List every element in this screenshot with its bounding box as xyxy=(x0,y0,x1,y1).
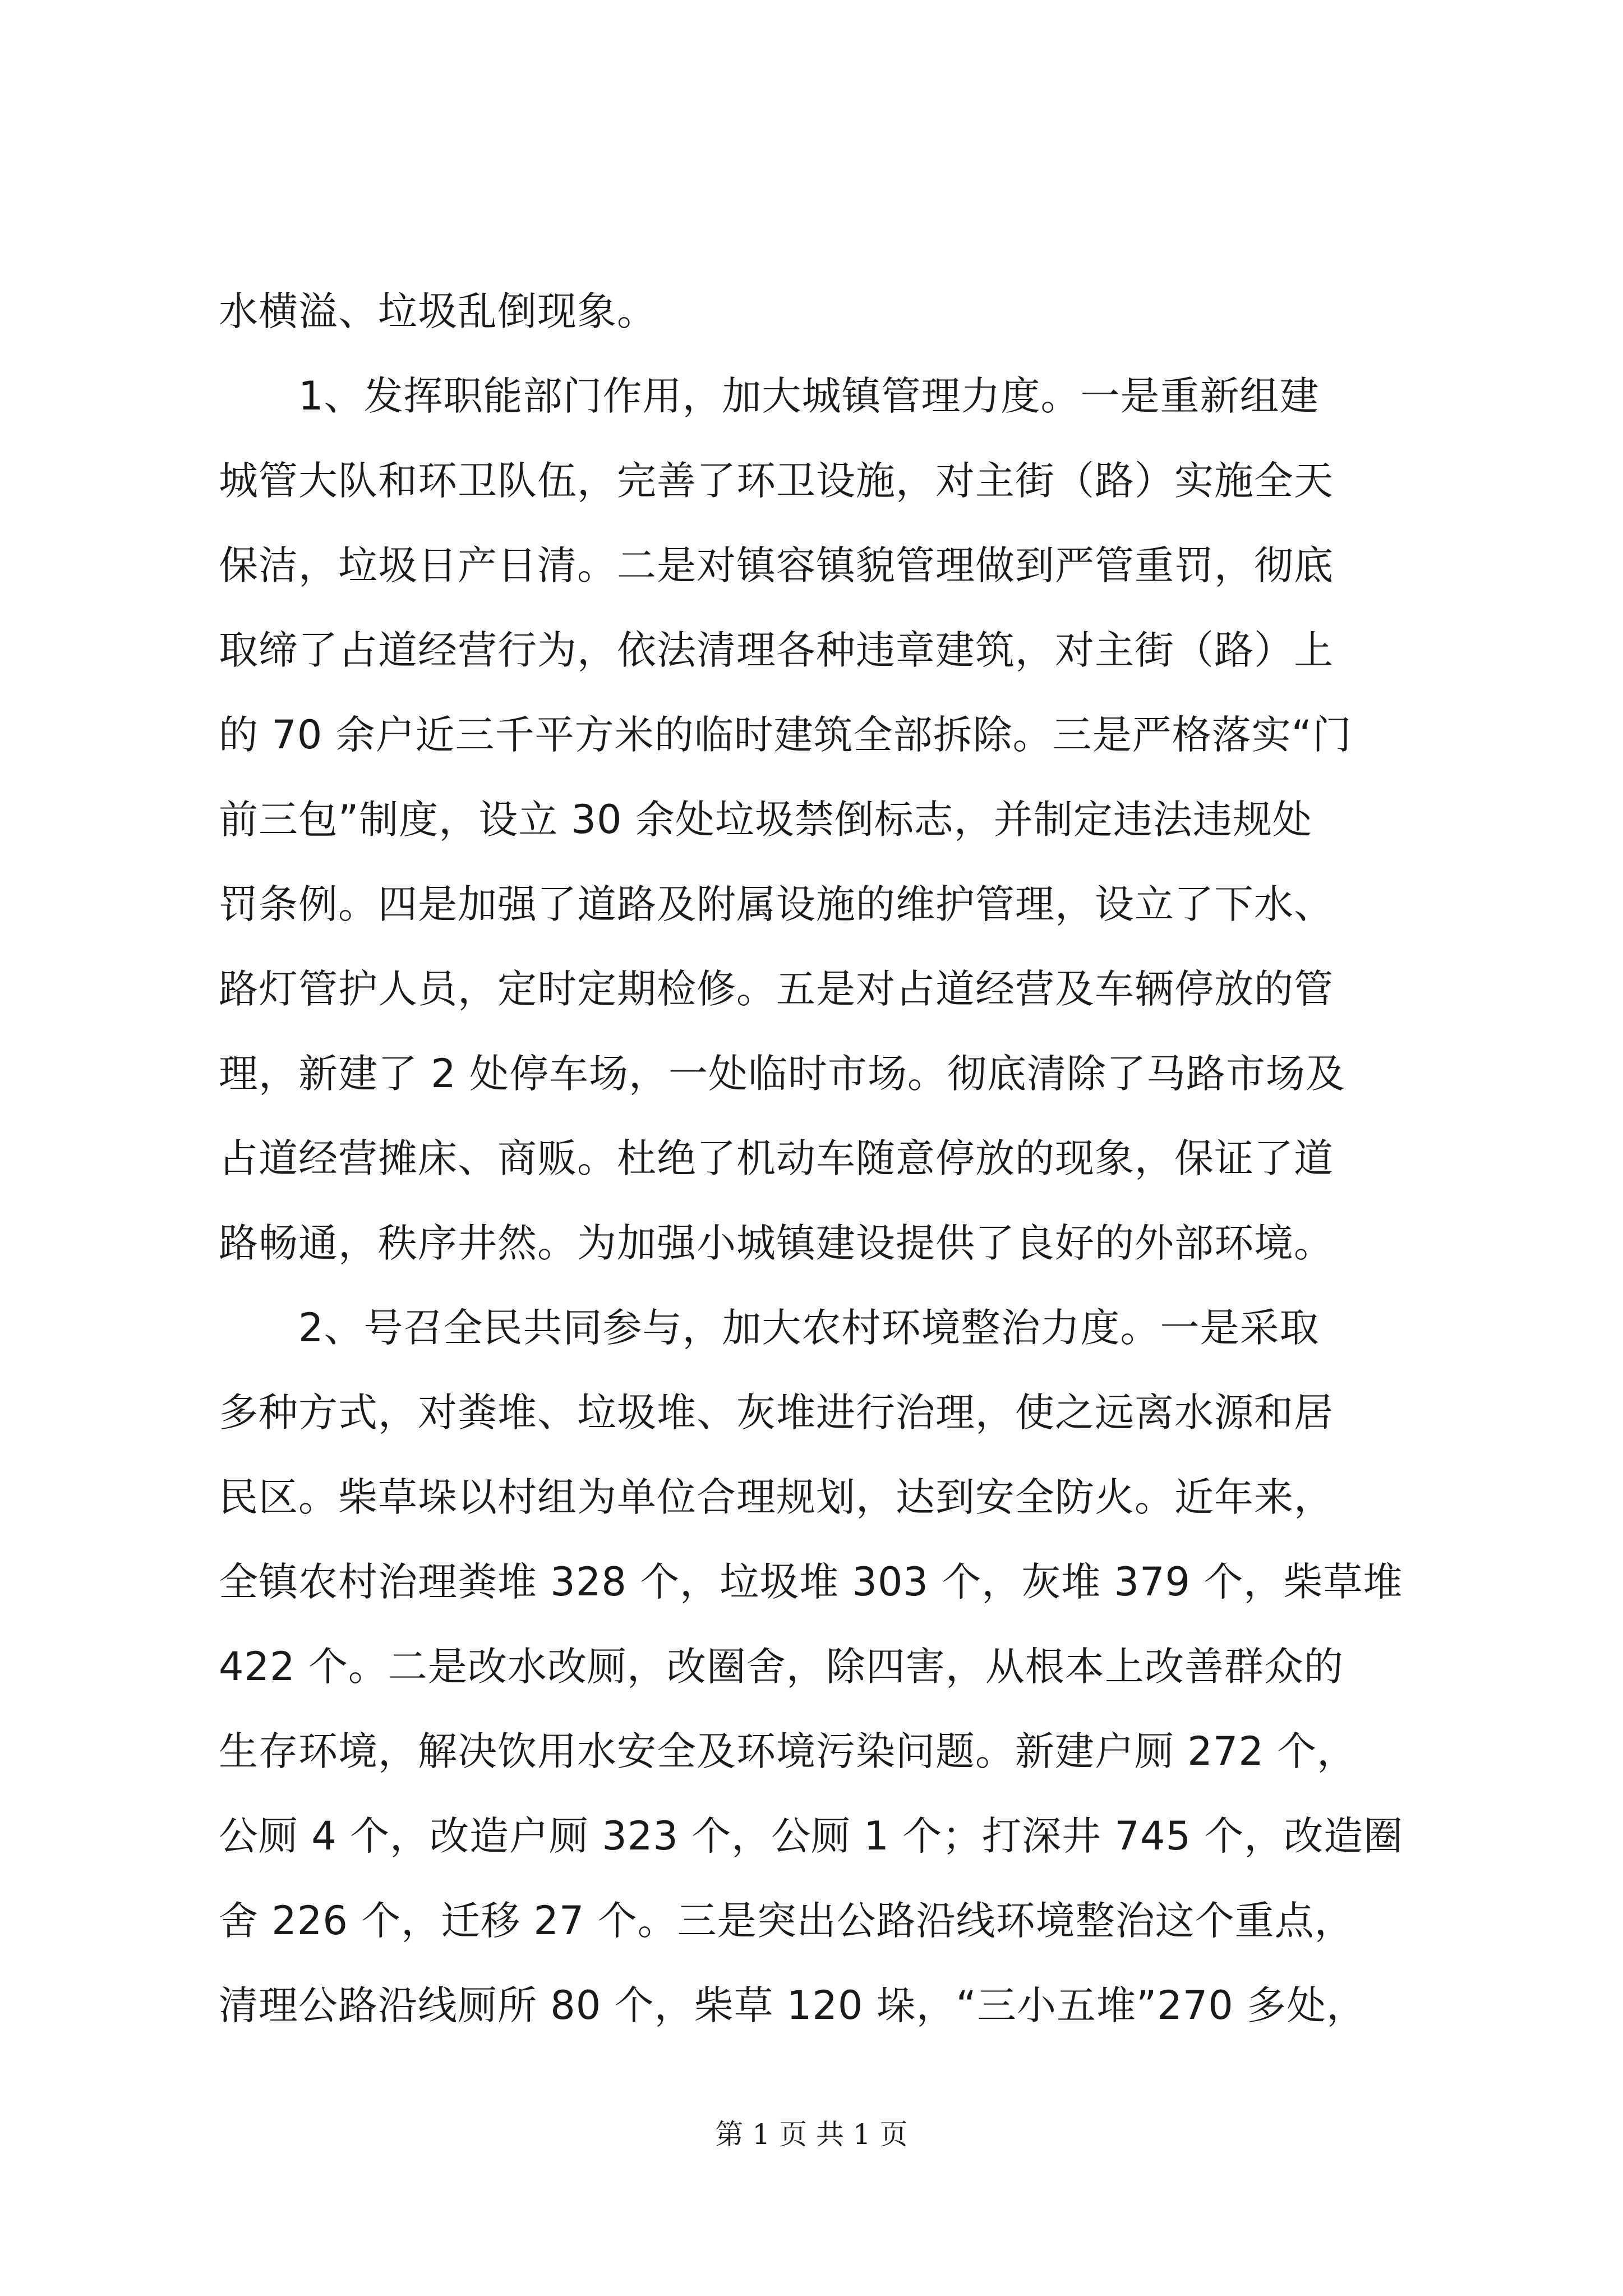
text-line: 民区。柴草垛以村组为单位合理规划，达到安全防火。近年来， xyxy=(219,1474,1334,1520)
text-line: 422 个。二是改水改厕，改圈舍，除四害，从根本上改善群众的 xyxy=(219,1644,1344,1690)
text-line: 的 70 余户近三千平方米的临时建筑全部拆除。三是严格落实“门 xyxy=(219,712,1352,758)
text-line: 取缔了占道经营行为，依法清理各种违章建筑，对主街（路）上 xyxy=(219,627,1334,673)
text-line: 路畅通，秩序井然。为加强小城镇建设提供了良好的外部环境。 xyxy=(219,1220,1334,1266)
text-line: 罚条例。四是加强了道路及附属设施的维护管理，设立了下水、 xyxy=(219,881,1334,927)
text-line: 2、号召全民共同参与，加大农村环境整治力度。一是采取 xyxy=(219,1305,1320,1351)
text-line: 保洁，垃圾日产日清。二是对镇容镇貌管理做到严管重罚，彻底 xyxy=(219,542,1334,588)
text-line: 理，新建了 2 处停车场，一处临时市场。彻底清除了马路市场及 xyxy=(219,1051,1346,1097)
text-line: 多种方式，对粪堆、垃圾堆、灰堆进行治理，使之远离水源和居 xyxy=(219,1389,1334,1435)
text-line: 城管大队和环卫队伍，完善了环卫设施，对主街（路）实施全天 xyxy=(219,458,1334,504)
text-line: 舍 226 个，迁移 27 个。三是突出公路沿线环境整治这个重点， xyxy=(219,1898,1354,1944)
text-line: 占道经营摊床、商贩。杜绝了机动车随意停放的现象，保证了道 xyxy=(219,1135,1334,1181)
text-line: 生存环境，解决饮用水安全及环境污染问题。新建户厕 272 个， xyxy=(219,1728,1357,1774)
text-line: 全镇农村治理粪堆 328 个，垃圾堆 303 个，灰堆 379 个，柴草堆 xyxy=(219,1559,1403,1605)
text-line: 水横溢、垃圾乱倒现象。 xyxy=(219,288,657,334)
page-number-footer: 第 1 页 共 1 页 xyxy=(715,2118,908,2151)
text-line: 公厕 4 个，改造户厕 323 个，公厕 1 个；打深井 745 个，改造圈 xyxy=(219,1813,1404,1859)
text-line: 前三包”制度，设立 30 余处垃圾禁倒标志，并制定违法违规处 xyxy=(219,797,1312,843)
text-line: 路灯管护人员，定时定期检修。五是对占道经营及车辆停放的管 xyxy=(219,966,1334,1012)
text-line: 清理公路沿线厕所 80 个，柴草 120 垛，“三小五堆”270 多处， xyxy=(219,1982,1367,2028)
text-line: 1、发挥职能部门作用，加大城镇管理力度。一是重新组建 xyxy=(219,373,1320,419)
